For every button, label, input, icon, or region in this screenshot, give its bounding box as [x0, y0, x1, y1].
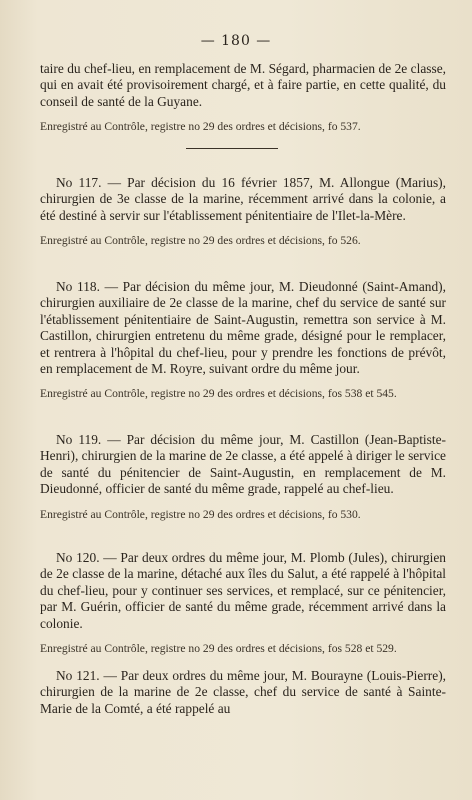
registration-note: Enregistré au Contrôle, registre no 29 des ordres et décisions, fos 538 et 545.	[40, 387, 397, 401]
registration-note: Enregistré au Contrôle, registre no 29 des ordres et décisions, fo 530.	[40, 507, 361, 521]
section-divider	[186, 148, 278, 149]
registration-note: Enregistré au Contrôle, registre no 29 des ordres et décisions, fos 528 et 529.	[40, 642, 397, 656]
entry-117	[40, 175, 446, 248]
entry-text: No 120. — Par deux ordres du même jour, M. Plomb (Jules), chirurgien de 2e classe de la marine, détaché aux îles du Salut, a été rappelé à l'hôpital du chef-lieu, pour y continuer ses services, et remplacé, sur ce pénitencier, par M. Guérin, officier de santé du même grade, récemment arrivé dans la colonie.	[40, 550, 446, 631]
entry-text: No 121. — Par deux ordres du même jour, M. Bourayne (Louis-Pierre), chirurgien de la marine de 2e classe, chef du service de santé à Sainte-Marie de la Comté, a été rappelé au	[40, 668, 446, 716]
entry-121	[40, 668, 446, 717]
entry-text: No 119. — Par décision du même jour, M. Castillon (Jean-Baptiste-Henri), chirurgien de la marine de 2e classe, a été appelé à diriger le service de santé du pénitencier de Saint-Augustin, en remplacement de M. Dieudonné, officier de santé du même grade, rappelé au chef-lieu.	[40, 432, 446, 497]
registration-note: Enregistré au Contrôle, registre no 29 des ordres et décisions, fo 537.	[40, 120, 361, 134]
entry-120	[40, 550, 446, 656]
entry-text: taire du chef-lieu, en remplacement de M. Ségard, pharmacien de 2e classe, qui en avait été provisoirement chargé, et à faire partie, en cette qualité, du conseil de santé de la Guyane.	[40, 61, 446, 109]
page-number: — 180 —	[200, 33, 272, 49]
registration-note: Enregistré au Contrôle, registre no 29 des ordres et décisions, fo 526.	[40, 234, 361, 248]
entry-intro	[40, 61, 446, 134]
entry-118	[40, 279, 446, 401]
entry-119	[40, 432, 446, 522]
entry-text: No 117. — Par décision du 16 février 1857, M. Allongue (Marius), chirurgien de 3e classe de la marine, récemment arrivé dans la colonie, a été destiné à servir sur l'établissement pénitentiaire de l'Ilet-la-Mère.	[40, 175, 446, 223]
entry-text: No 118. — Par décision du même jour, M. Dieudonné (Saint-Amand), chirurgien auxiliaire de 2e classe de la marine, chef du service de santé sur l'établissement pénitentiaire de Saint-Augustin, remettra son service à M. Castillon, chirurgien entretenu du même grade, désigné pour le remplacer, et rentrera à l'hôpital du chef-lieu, pour y prendre les fonctions de prévôt, en remplacement de M. Royre, suivant ordre du même jour.	[40, 279, 446, 377]
